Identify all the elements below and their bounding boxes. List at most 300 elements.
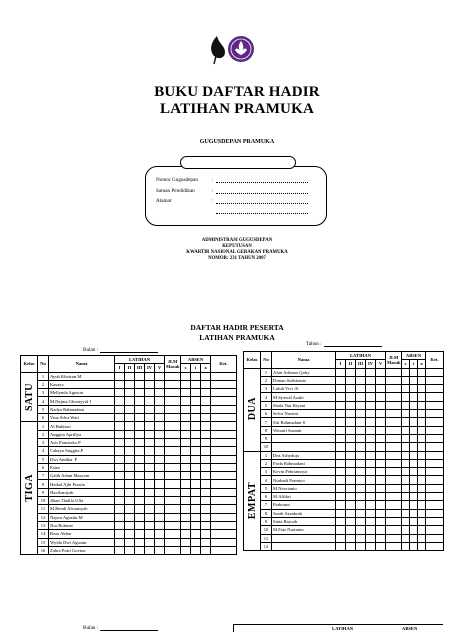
attendance-cell[interactable] [376, 459, 386, 467]
attendance-cell[interactable] [211, 430, 237, 438]
attendance-cell[interactable] [125, 480, 135, 488]
attendance-cell[interactable] [165, 430, 181, 438]
attendance-cell[interactable] [135, 472, 145, 480]
attendance-cell[interactable] [356, 393, 366, 401]
attendance-cell[interactable] [155, 530, 165, 538]
attendance-cell[interactable] [410, 509, 418, 517]
attendance-cell[interactable] [418, 509, 426, 517]
attendance-cell[interactable] [418, 459, 426, 467]
attendance-cell[interactable] [211, 438, 237, 446]
attendance-cell[interactable] [165, 497, 181, 505]
attendance-cell[interactable] [418, 542, 426, 550]
attendance-cell[interactable] [135, 405, 145, 413]
attendance-cell[interactable] [135, 530, 145, 538]
attendance-cell[interactable] [410, 484, 418, 492]
attendance-cell[interactable] [376, 468, 386, 476]
attendance-cell[interactable] [402, 459, 410, 467]
attendance-cell[interactable] [201, 521, 211, 529]
attendance-cell[interactable] [125, 372, 135, 380]
attendance-cell[interactable] [336, 509, 346, 517]
attendance-cell[interactable] [376, 443, 386, 451]
attendance-cell[interactable] [426, 401, 444, 409]
attendance-cell[interactable] [145, 422, 155, 430]
attendance-cell[interactable] [366, 385, 376, 393]
attendance-cell[interactable] [402, 368, 410, 376]
attendance-cell[interactable] [115, 463, 125, 471]
attendance-cell[interactable] [426, 484, 444, 492]
attendance-cell[interactable] [125, 546, 135, 554]
attendance-cell[interactable] [356, 426, 366, 434]
attendance-cell[interactable] [115, 546, 125, 554]
attendance-cell[interactable] [191, 472, 201, 480]
attendance-cell[interactable] [356, 476, 366, 484]
attendance-cell[interactable] [155, 472, 165, 480]
attendance-cell[interactable] [410, 476, 418, 484]
attendance-cell[interactable] [181, 414, 191, 422]
attendance-cell[interactable] [410, 542, 418, 550]
attendance-cell[interactable] [181, 372, 191, 380]
attendance-cell[interactable] [366, 484, 376, 492]
attendance-cell[interactable] [165, 414, 181, 422]
attendance-cell[interactable] [125, 513, 135, 521]
attendance-cell[interactable] [165, 447, 181, 455]
attendance-cell[interactable] [346, 393, 356, 401]
attendance-cell[interactable] [366, 451, 376, 459]
attendance-cell[interactable] [115, 505, 125, 513]
attendance-cell[interactable] [336, 434, 346, 442]
attendance-cell[interactable] [135, 546, 145, 554]
attendance-cell[interactable] [366, 376, 376, 384]
attendance-cell[interactable] [145, 505, 155, 513]
attendance-cell[interactable] [410, 376, 418, 384]
attendance-cell[interactable] [191, 530, 201, 538]
attendance-cell[interactable] [386, 401, 402, 409]
attendance-cell[interactable] [165, 513, 181, 521]
attendance-cell[interactable] [376, 493, 386, 501]
attendance-cell[interactable] [145, 389, 155, 397]
attendance-cell[interactable] [366, 476, 376, 484]
attendance-cell[interactable] [145, 546, 155, 554]
attendance-cell[interactable] [386, 426, 402, 434]
attendance-cell[interactable] [410, 426, 418, 434]
attendance-cell[interactable] [135, 430, 145, 438]
attendance-cell[interactable] [125, 463, 135, 471]
attendance-cell[interactable] [356, 385, 366, 393]
attendance-cell[interactable] [386, 385, 402, 393]
attendance-cell[interactable] [376, 451, 386, 459]
attendance-cell[interactable] [115, 397, 125, 405]
attendance-cell[interactable] [125, 521, 135, 529]
attendance-cell[interactable] [201, 422, 211, 430]
attendance-cell[interactable] [410, 368, 418, 376]
attendance-cell[interactable] [356, 434, 366, 442]
attendance-cell[interactable] [115, 447, 125, 455]
attendance-cell[interactable] [336, 376, 346, 384]
attendance-cell[interactable] [165, 372, 181, 380]
attendance-cell[interactable] [386, 451, 402, 459]
attendance-cell[interactable] [201, 488, 211, 496]
attendance-cell[interactable] [211, 397, 237, 405]
attendance-cell[interactable] [211, 538, 237, 546]
attendance-cell[interactable] [201, 505, 211, 513]
attendance-cell[interactable] [165, 422, 181, 430]
attendance-cell[interactable] [125, 430, 135, 438]
attendance-cell[interactable] [135, 447, 145, 455]
attendance-cell[interactable] [376, 534, 386, 542]
attendance-cell[interactable] [181, 380, 191, 388]
attendance-cell[interactable] [418, 526, 426, 534]
attendance-cell[interactable] [336, 401, 346, 409]
attendance-cell[interactable] [155, 505, 165, 513]
attendance-cell[interactable] [125, 530, 135, 538]
attendance-cell[interactable] [346, 468, 356, 476]
attendance-cell[interactable] [356, 534, 366, 542]
attendance-cell[interactable] [410, 501, 418, 509]
attendance-cell[interactable] [115, 372, 125, 380]
attendance-cell[interactable] [135, 521, 145, 529]
attendance-cell[interactable] [410, 410, 418, 418]
attendance-cell[interactable] [191, 455, 201, 463]
attendance-cell[interactable] [386, 410, 402, 418]
attendance-cell[interactable] [211, 472, 237, 480]
attendance-cell[interactable] [191, 546, 201, 554]
attendance-cell[interactable] [418, 451, 426, 459]
attendance-cell[interactable] [386, 534, 402, 542]
attendance-cell[interactable] [181, 463, 191, 471]
attendance-cell[interactable] [135, 422, 145, 430]
attendance-cell[interactable] [418, 385, 426, 393]
attendance-cell[interactable] [181, 389, 191, 397]
attendance-cell[interactable] [135, 414, 145, 422]
attendance-cell[interactable] [386, 526, 402, 534]
attendance-cell[interactable] [165, 397, 181, 405]
attendance-cell[interactable] [201, 472, 211, 480]
attendance-cell[interactable] [410, 468, 418, 476]
attendance-cell[interactable] [366, 443, 376, 451]
attendance-cell[interactable] [410, 451, 418, 459]
attendance-cell[interactable] [336, 476, 346, 484]
attendance-cell[interactable] [191, 505, 201, 513]
attendance-cell[interactable] [410, 393, 418, 401]
attendance-cell[interactable] [410, 526, 418, 534]
attendance-cell[interactable] [418, 501, 426, 509]
attendance-cell[interactable] [402, 376, 410, 384]
attendance-cell[interactable] [376, 501, 386, 509]
attendance-cell[interactable] [145, 480, 155, 488]
attendance-cell[interactable] [426, 451, 444, 459]
attendance-cell[interactable] [165, 538, 181, 546]
attendance-cell[interactable] [426, 517, 444, 525]
attendance-cell[interactable] [125, 389, 135, 397]
attendance-cell[interactable] [165, 505, 181, 513]
attendance-cell[interactable] [145, 513, 155, 521]
attendance-cell[interactable] [155, 513, 165, 521]
attendance-cell[interactable] [145, 414, 155, 422]
attendance-cell[interactable] [426, 418, 444, 426]
attendance-cell[interactable] [125, 472, 135, 480]
attendance-cell[interactable] [201, 455, 211, 463]
attendance-cell[interactable] [386, 393, 402, 401]
attendance-cell[interactable] [211, 488, 237, 496]
attendance-cell[interactable] [386, 376, 402, 384]
attendance-cell[interactable] [402, 385, 410, 393]
attendance-cell[interactable] [346, 459, 356, 467]
attendance-cell[interactable] [201, 480, 211, 488]
attendance-cell[interactable] [135, 397, 145, 405]
attendance-cell[interactable] [201, 463, 211, 471]
attendance-cell[interactable] [191, 430, 201, 438]
attendance-cell[interactable] [346, 509, 356, 517]
attendance-cell[interactable] [115, 488, 125, 496]
attendance-cell[interactable] [201, 430, 211, 438]
attendance-cell[interactable] [115, 405, 125, 413]
attendance-cell[interactable] [125, 438, 135, 446]
attendance-cell[interactable] [426, 426, 444, 434]
attendance-cell[interactable] [356, 493, 366, 501]
attendance-cell[interactable] [386, 443, 402, 451]
attendance-cell[interactable] [376, 393, 386, 401]
attendance-cell[interactable] [191, 438, 201, 446]
attendance-cell[interactable] [155, 447, 165, 455]
attendance-cell[interactable] [346, 476, 356, 484]
attendance-cell[interactable] [336, 443, 346, 451]
attendance-cell[interactable] [346, 542, 356, 550]
attendance-cell[interactable] [356, 484, 366, 492]
attendance-cell[interactable] [336, 542, 346, 550]
attendance-cell[interactable] [181, 422, 191, 430]
attendance-cell[interactable] [145, 488, 155, 496]
attendance-cell[interactable] [115, 530, 125, 538]
attendance-cell[interactable] [366, 542, 376, 550]
attendance-cell[interactable] [366, 493, 376, 501]
attendance-cell[interactable] [191, 480, 201, 488]
attendance-cell[interactable] [426, 376, 444, 384]
attendance-cell[interactable] [191, 389, 201, 397]
attendance-cell[interactable] [336, 484, 346, 492]
attendance-cell[interactable] [376, 368, 386, 376]
attendance-cell[interactable] [115, 513, 125, 521]
attendance-cell[interactable] [201, 546, 211, 554]
attendance-cell[interactable] [386, 493, 402, 501]
attendance-cell[interactable] [356, 517, 366, 525]
attendance-cell[interactable] [145, 497, 155, 505]
attendance-cell[interactable] [386, 468, 402, 476]
attendance-cell[interactable] [386, 368, 402, 376]
attendance-cell[interactable] [165, 380, 181, 388]
attendance-cell[interactable] [336, 393, 346, 401]
attendance-cell[interactable] [418, 418, 426, 426]
attendance-cell[interactable] [346, 501, 356, 509]
attendance-cell[interactable] [135, 488, 145, 496]
attendance-cell[interactable] [181, 513, 191, 521]
attendance-cell[interactable] [346, 434, 356, 442]
attendance-cell[interactable] [336, 385, 346, 393]
attendance-cell[interactable] [201, 447, 211, 455]
attendance-cell[interactable] [418, 401, 426, 409]
attendance-cell[interactable] [386, 459, 402, 467]
attendance-cell[interactable] [211, 372, 237, 380]
attendance-cell[interactable] [115, 538, 125, 546]
attendance-cell[interactable] [426, 501, 444, 509]
attendance-cell[interactable] [135, 480, 145, 488]
attendance-cell[interactable] [376, 426, 386, 434]
attendance-cell[interactable] [201, 538, 211, 546]
attendance-cell[interactable] [418, 534, 426, 542]
attendance-cell[interactable] [366, 517, 376, 525]
attendance-cell[interactable] [376, 476, 386, 484]
attendance-cell[interactable] [418, 393, 426, 401]
attendance-cell[interactable] [145, 430, 155, 438]
attendance-cell[interactable] [155, 380, 165, 388]
attendance-cell[interactable] [201, 405, 211, 413]
attendance-cell[interactable] [115, 438, 125, 446]
attendance-cell[interactable] [336, 526, 346, 534]
attendance-cell[interactable] [211, 521, 237, 529]
attendance-cell[interactable] [165, 488, 181, 496]
attendance-cell[interactable] [165, 438, 181, 446]
attendance-cell[interactable] [418, 410, 426, 418]
attendance-cell[interactable] [135, 438, 145, 446]
attendance-cell[interactable] [165, 405, 181, 413]
attendance-cell[interactable] [376, 385, 386, 393]
attendance-cell[interactable] [336, 451, 346, 459]
attendance-cell[interactable] [201, 397, 211, 405]
attendance-cell[interactable] [410, 493, 418, 501]
attendance-cell[interactable] [191, 521, 201, 529]
attendance-cell[interactable] [165, 530, 181, 538]
attendance-cell[interactable] [165, 455, 181, 463]
attendance-cell[interactable] [426, 542, 444, 550]
attendance-cell[interactable] [191, 405, 201, 413]
attendance-cell[interactable] [201, 438, 211, 446]
attendance-cell[interactable] [135, 463, 145, 471]
attendance-cell[interactable] [376, 509, 386, 517]
attendance-cell[interactable] [402, 401, 410, 409]
attendance-cell[interactable] [410, 443, 418, 451]
attendance-cell[interactable] [191, 447, 201, 455]
attendance-cell[interactable] [418, 434, 426, 442]
attendance-cell[interactable] [426, 476, 444, 484]
attendance-cell[interactable] [155, 438, 165, 446]
attendance-cell[interactable] [402, 393, 410, 401]
attendance-cell[interactable] [356, 418, 366, 426]
attendance-cell[interactable] [125, 414, 135, 422]
attendance-cell[interactable] [426, 434, 444, 442]
attendance-cell[interactable] [366, 468, 376, 476]
attendance-cell[interactable] [402, 451, 410, 459]
attendance-cell[interactable] [201, 372, 211, 380]
attendance-cell[interactable] [135, 538, 145, 546]
attendance-cell[interactable] [410, 517, 418, 525]
attendance-cell[interactable] [155, 480, 165, 488]
attendance-cell[interactable] [418, 376, 426, 384]
attendance-cell[interactable] [356, 443, 366, 451]
attendance-cell[interactable] [376, 526, 386, 534]
attendance-cell[interactable] [181, 430, 191, 438]
attendance-cell[interactable] [426, 368, 444, 376]
attendance-cell[interactable] [402, 443, 410, 451]
attendance-cell[interactable] [402, 526, 410, 534]
attendance-cell[interactable] [181, 472, 191, 480]
attendance-cell[interactable] [346, 426, 356, 434]
attendance-cell[interactable] [402, 509, 410, 517]
attendance-cell[interactable] [418, 443, 426, 451]
attendance-cell[interactable] [346, 443, 356, 451]
attendance-cell[interactable] [115, 430, 125, 438]
attendance-cell[interactable] [366, 410, 376, 418]
attendance-cell[interactable] [426, 468, 444, 476]
attendance-cell[interactable] [135, 497, 145, 505]
attendance-cell[interactable] [155, 546, 165, 554]
attendance-cell[interactable] [346, 526, 356, 534]
attendance-cell[interactable] [155, 389, 165, 397]
attendance-cell[interactable] [211, 422, 237, 430]
attendance-cell[interactable] [155, 463, 165, 471]
attendance-cell[interactable] [191, 422, 201, 430]
attendance-cell[interactable] [181, 546, 191, 554]
attendance-cell[interactable] [165, 521, 181, 529]
attendance-cell[interactable] [125, 455, 135, 463]
attendance-cell[interactable] [155, 488, 165, 496]
attendance-cell[interactable] [402, 534, 410, 542]
attendance-cell[interactable] [366, 368, 376, 376]
attendance-cell[interactable] [410, 401, 418, 409]
attendance-cell[interactable] [165, 463, 181, 471]
attendance-cell[interactable] [336, 493, 346, 501]
attendance-cell[interactable] [376, 410, 386, 418]
attendance-cell[interactable] [145, 397, 155, 405]
attendance-cell[interactable] [181, 438, 191, 446]
attendance-cell[interactable] [125, 397, 135, 405]
attendance-cell[interactable] [376, 484, 386, 492]
attendance-cell[interactable] [418, 517, 426, 525]
attendance-cell[interactable] [346, 385, 356, 393]
attendance-cell[interactable] [145, 438, 155, 446]
attendance-cell[interactable] [386, 542, 402, 550]
attendance-cell[interactable] [191, 488, 201, 496]
attendance-cell[interactable] [155, 455, 165, 463]
attendance-cell[interactable] [115, 521, 125, 529]
attendance-cell[interactable] [201, 513, 211, 521]
attendance-cell[interactable] [346, 534, 356, 542]
attendance-cell[interactable] [346, 451, 356, 459]
attendance-cell[interactable] [211, 505, 237, 513]
attendance-cell[interactable] [356, 410, 366, 418]
attendance-cell[interactable] [145, 380, 155, 388]
attendance-cell[interactable] [181, 455, 191, 463]
attendance-cell[interactable] [346, 418, 356, 426]
attendance-cell[interactable] [346, 517, 356, 525]
attendance-cell[interactable] [366, 509, 376, 517]
attendance-cell[interactable] [418, 426, 426, 434]
attendance-cell[interactable] [145, 463, 155, 471]
attendance-cell[interactable] [418, 476, 426, 484]
attendance-cell[interactable] [191, 497, 201, 505]
attendance-cell[interactable] [356, 451, 366, 459]
attendance-cell[interactable] [191, 372, 201, 380]
attendance-cell[interactable] [376, 542, 386, 550]
attendance-cell[interactable] [135, 380, 145, 388]
attendance-cell[interactable] [336, 517, 346, 525]
attendance-cell[interactable] [181, 497, 191, 505]
attendance-cell[interactable] [125, 497, 135, 505]
attendance-cell[interactable] [386, 517, 402, 525]
attendance-cell[interactable] [201, 530, 211, 538]
attendance-cell[interactable] [181, 397, 191, 405]
attendance-cell[interactable] [191, 414, 201, 422]
attendance-cell[interactable] [346, 401, 356, 409]
attendance-cell[interactable] [181, 447, 191, 455]
